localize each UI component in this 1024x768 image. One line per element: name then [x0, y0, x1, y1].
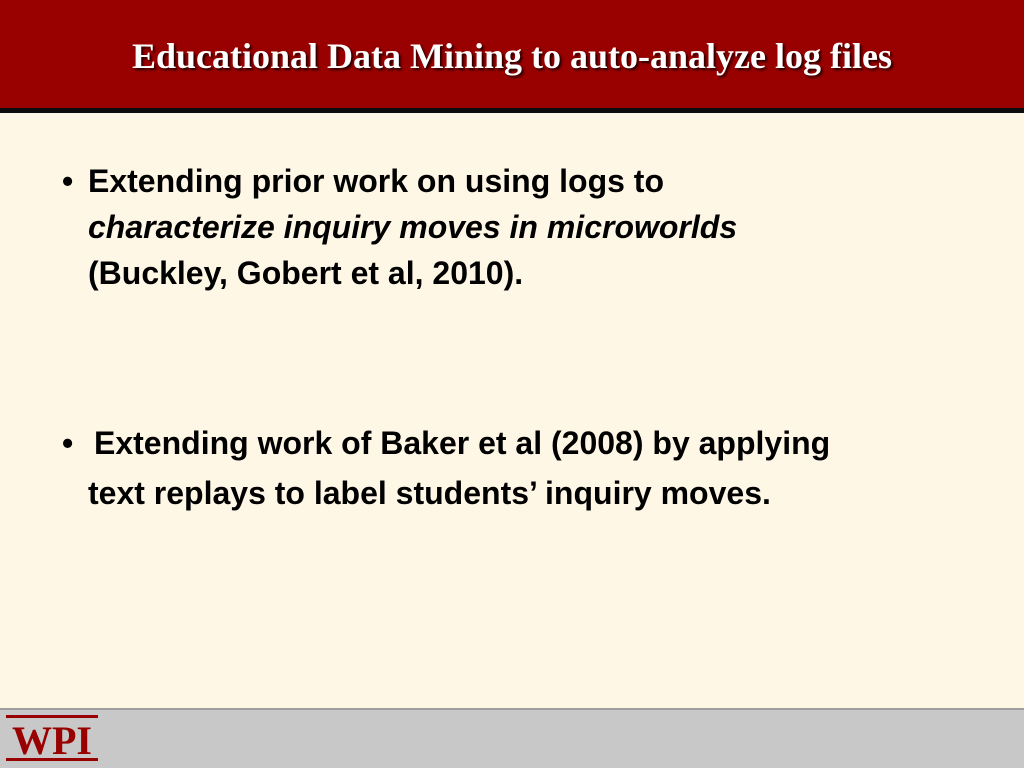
bullet-2-line-1: Extending work of Baker et al (2008) by applying — [94, 425, 831, 461]
bullet-item-2 — [62, 418, 982, 518]
footer-divider — [0, 708, 1024, 710]
bullet-marker: • — [62, 425, 74, 461]
footer-bar — [0, 708, 1024, 768]
bullet-1-line-1: Extending prior work on using logs to — [88, 163, 664, 199]
bullet-1-line-3: (Buckley, Gobert et al, 2010). — [88, 255, 524, 291]
bullet-item-1 — [62, 158, 962, 296]
wpi-logo-text: WPI — [12, 718, 92, 763]
bullet-1-line-2: characterize inquiry moves in microworlds — [88, 209, 738, 245]
header-divider — [0, 108, 1024, 113]
slide-title: Educational Data Mining to auto-analyze log files — [131, 36, 892, 76]
bullet-marker: • — [62, 163, 74, 199]
wpi-logo — [4, 712, 100, 764]
bullet-2-line-2: text replays to label students’ inquiry moves. — [88, 475, 771, 511]
